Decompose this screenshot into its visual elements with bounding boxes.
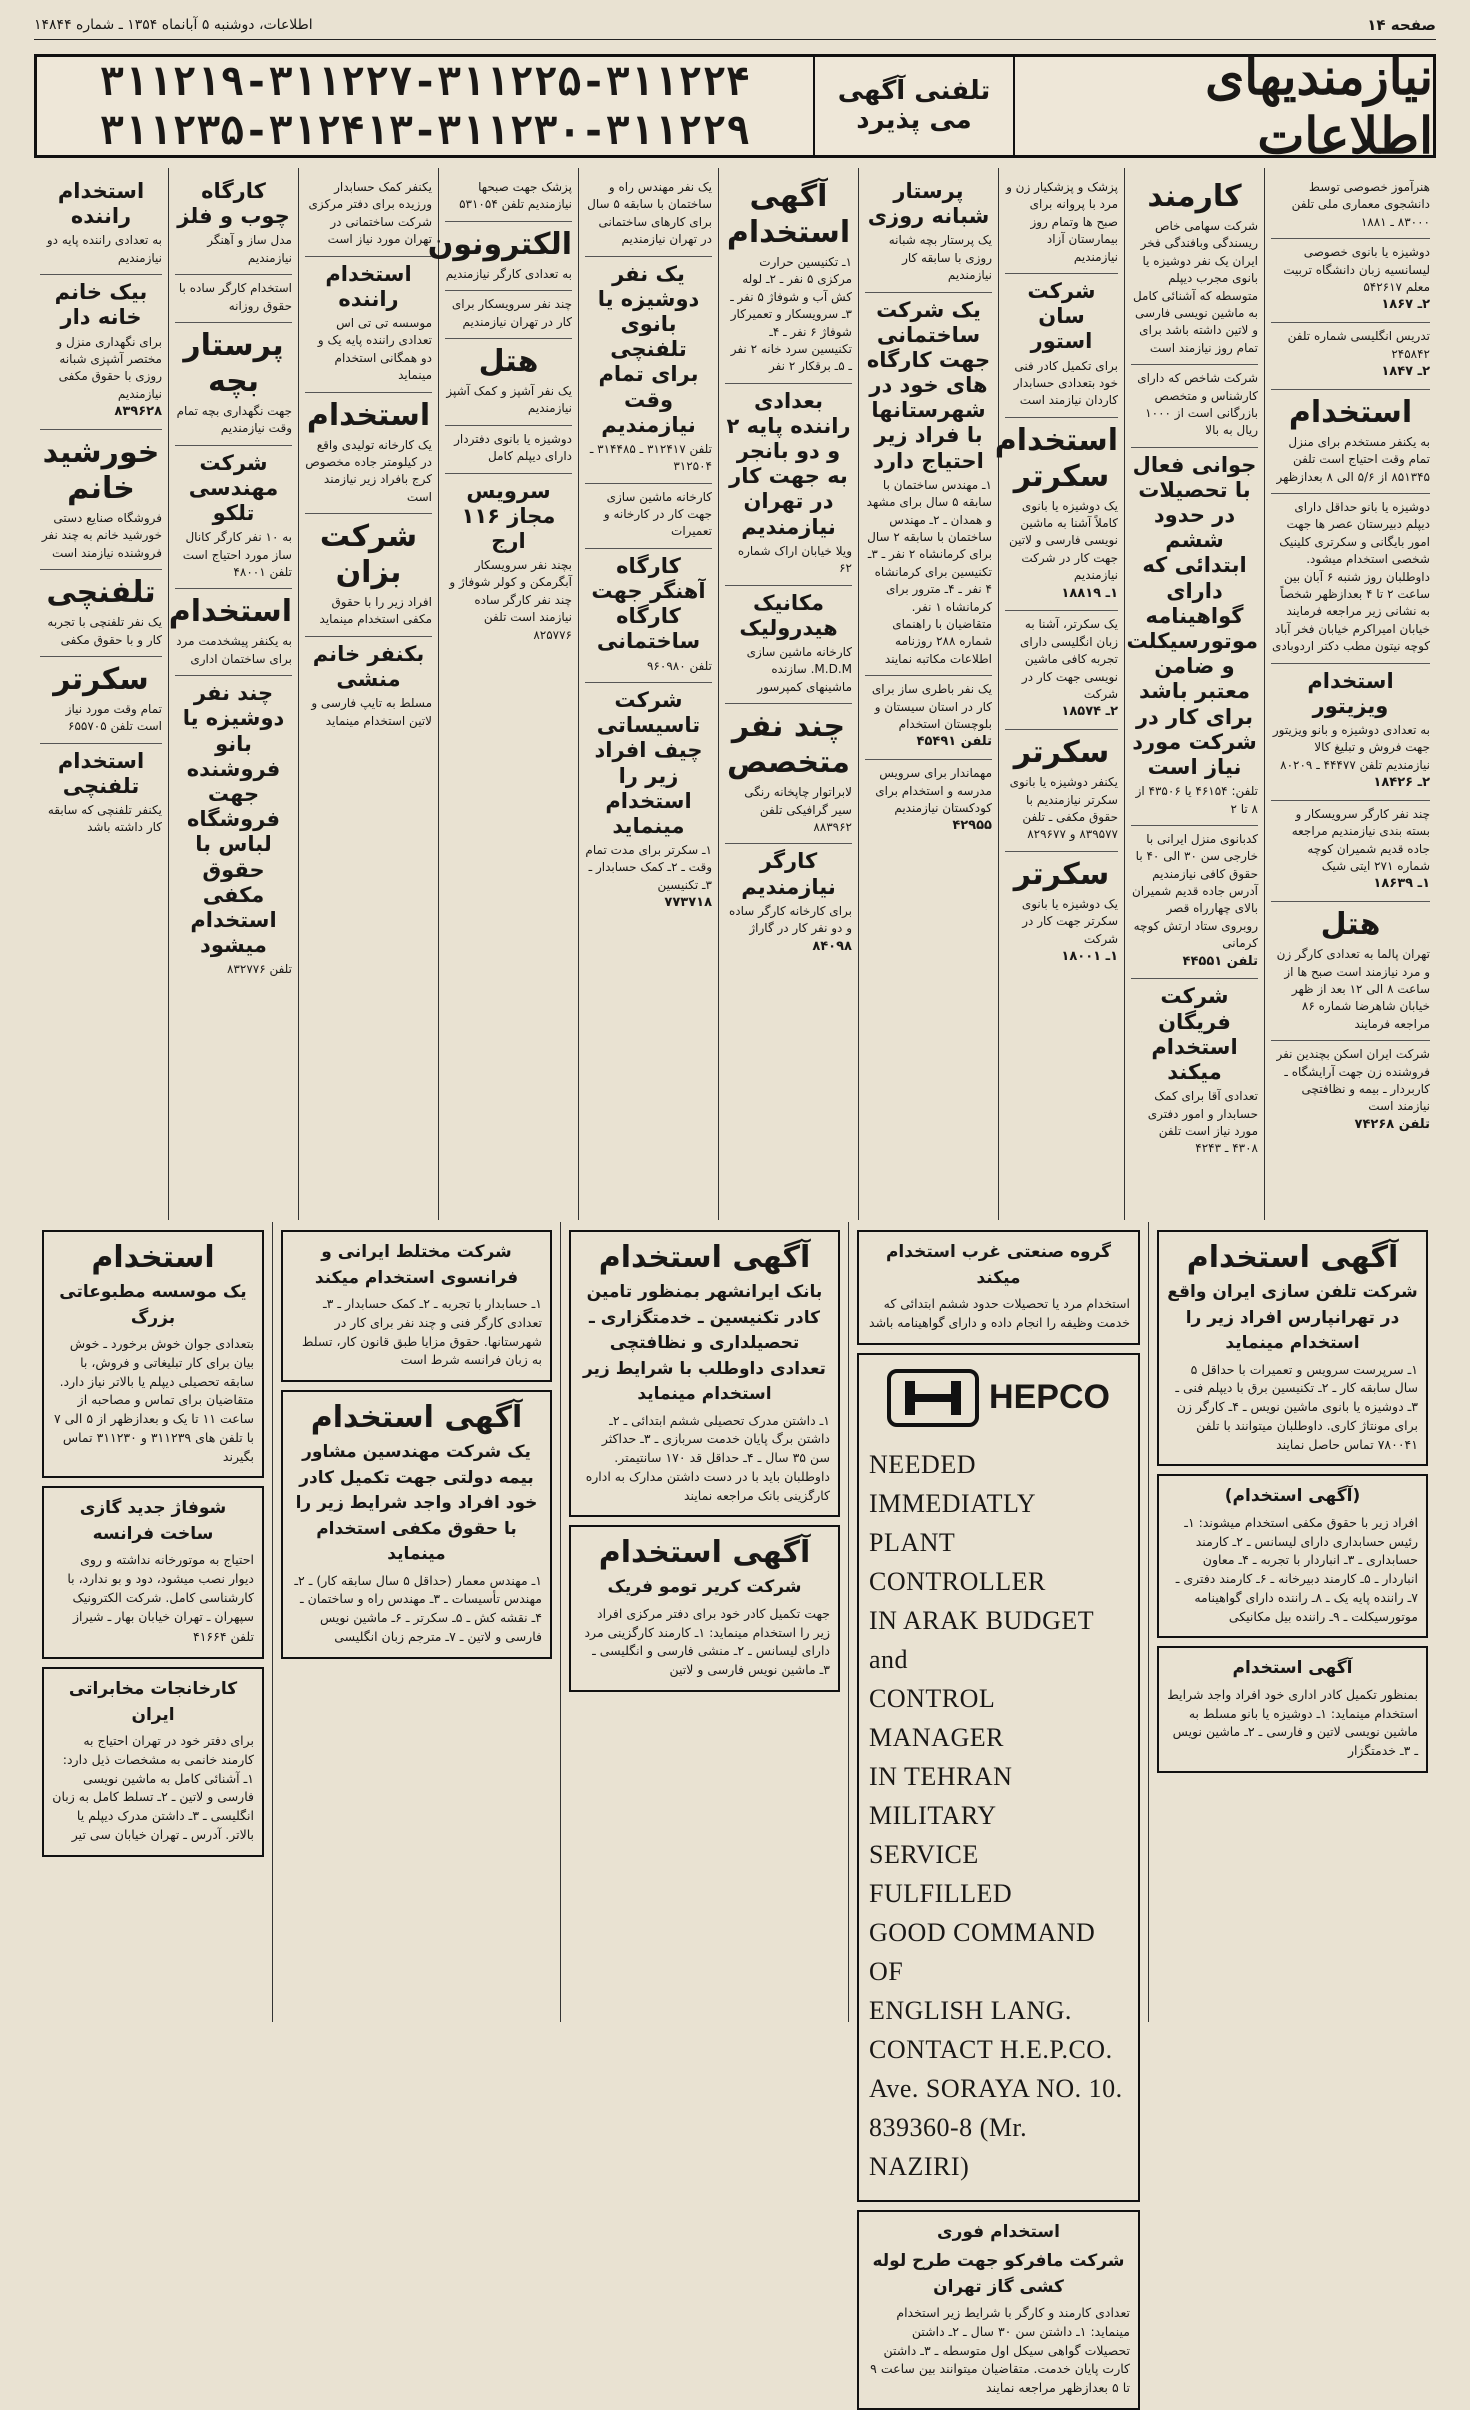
- ad-title: هتل: [478, 343, 539, 379]
- classifieds-banner: [34, 47, 1436, 165]
- ad-body: دوشیزه یا بانوی دفتردار دارای دیپلم کامل: [454, 431, 572, 464]
- ad-title: تلفنچی: [46, 575, 156, 611]
- ad-subtitle: شرکت کریر تومو فریک: [607, 1577, 802, 1598]
- ad-title: سکرتر: [1013, 735, 1110, 771]
- ad-title: سکرتر: [53, 661, 149, 697]
- ad-title: الکترونون: [427, 226, 572, 262]
- ad-phone: تلفن ۴۵۴۹۱: [916, 734, 992, 750]
- ad-body: شرکت سهامی خاص ریسندگی وبافندگی فخر ایران یک نفر دوشیزه یا بانوی مجرب دیپلم متوسطه که آشنائی کامل به ماشین نویسی فارسی و لاتین داشته باشد برای تمام روز نیازمند است: [1132, 219, 1258, 355]
- ad-body: یک نفر تلفنچی با تجربه کار و با حقوق مکفی: [47, 615, 162, 647]
- ad-title: استخدام راننده: [325, 261, 412, 311]
- ad-body: یکنفر تلفنچی که سابقه کار داشته باشد: [47, 803, 162, 835]
- classified-ad: [1131, 174, 1258, 365]
- lower-column-hepco: [848, 1222, 1148, 2395]
- hepco-line: CONTACT H.E.P.CO.: [869, 2034, 1113, 2064]
- classified-ad: [585, 549, 712, 683]
- ad-body: به یکنفر مستخدم برای منزل تمام وقت احتیاج است تلفن ۸۵۱۳۴۵ از ۵/۶ الی ۸ بعدازظهر: [1276, 434, 1430, 484]
- classified-ad: [305, 257, 432, 393]
- ad-title: شرکت مهندسی تلکو: [188, 450, 279, 526]
- ad-body: یک نفر باطری ساز برای کار در استان سیستان و بلوچستان استخدام: [871, 682, 992, 731]
- classified-ad: [865, 174, 992, 293]
- ad-body: مهماندار برای سرویس مدرسه و استخدام برای کودکستان نیازمندیم: [875, 766, 992, 815]
- ad-body: یک دوشیزه یا بانوی کاملاً آشنا به ماشین نویسی فارسی و لاتین جهت کار در شرکت نیازمندیم: [1008, 498, 1118, 583]
- classified-ad: [445, 339, 572, 426]
- ad-body: دوشیزه یا بانو حداقل دارای دیپلم دبیرستان عصر ها جهت امور بایگانی و سکرتری کلینیک شخصی استخدام میشود. داوطلبان روز شنبه ۶ آبان بین ساعت ۲ تا ۴ بعدازظهر شخصاً به نشانی زیر مراجعه فرمایند خیابان امیراکرم خیابان فخر آباد کوچه نیتون مطب دکتر اردوبادی: [1272, 499, 1430, 654]
- classified-ad: [725, 844, 852, 963]
- classified-ad: [1131, 979, 1258, 1164]
- classified-ad: [725, 174, 852, 384]
- hepco-line: SERVICE FULFILLED: [869, 1839, 1013, 1908]
- ad-body: تدریس انگلیسی شماره تلفن ۲۴۵۸۴۲: [1287, 329, 1430, 361]
- classified-ad: [1005, 611, 1118, 730]
- ad-body: ۱ـ داشتن مدرک تحصیلی ششم ابتدائی ـ ۲ـ داشتن برگ پایان خدمت سربازی ـ ۳ـ حداکثر سن ۳۵ سال ـ ۴ـ حداقل قد ۱۷۰ سانتیمتر. داوطلبان باید با در دست داشتن مدارک به اداره کارگزینی بانک مراجعه نمایند: [585, 1412, 830, 1503]
- ad-column: [718, 168, 858, 1220]
- classified-ad: [865, 293, 992, 677]
- ad-phone: تلفن ۴۱۶۶۴: [192, 1629, 254, 1645]
- ad-office-staff: [1157, 1646, 1428, 1773]
- ad-mafrco: [857, 2210, 1140, 2410]
- lower-ads: [34, 1222, 1436, 2395]
- hepco-logo-icon: [887, 1369, 979, 1427]
- ad-body: ۱ـ مهندس معمار (حداقل ۵ سال سابقه کار) ـ ۲ـ مهندس تأسیسات ـ ۳ـ مهندس راه و ساختمان ـ ۴ـ نقشه کش ـ ۵ـ سکرتر ـ ۶ـ ماشین نویس فارسی و لاتین ـ ۷ـ مترجم زبان انگلیسی: [294, 1572, 542, 1644]
- ad-body: برای تکمیل کادر فنی خود بتعدادی حسابدار کاردان نیازمند است: [1013, 358, 1118, 408]
- classified-ad: [725, 704, 852, 844]
- ad-body: یک پرستار بچه شبانه روزی با سابقه کار نیازمندیم: [888, 233, 992, 283]
- ad-title: کارخانجات مخابراتی ایران: [68, 1679, 238, 1725]
- ad-body: شرکت ایران اسکن بچندین نفر فروشنده زن جهت آرایشگاه ـ کاربردار ـ بیمه و نظافتچی نیازمند است: [1276, 1047, 1430, 1114]
- classified-ad: [725, 384, 852, 586]
- lower-column-bank: [560, 1222, 848, 2022]
- classified-ad: [427, 222, 572, 291]
- ad-industrial-group: [857, 1230, 1140, 1345]
- ad-phone: ۲ـ ۱۸۵۷۴: [1061, 704, 1118, 720]
- hepco-line: CONTROL MANAGER: [869, 1683, 1004, 1752]
- ad-body: یک نفر مهندس راه و ساختمان با سابقه ۵ سال برای کارهای ساختمانی در تهران نیازمندیم: [587, 180, 712, 247]
- ad-body: موسسه تی تی اس تعدادی راننده پایه یک و دو همگانی استخدام مینماید: [317, 315, 432, 383]
- classified-ad: [1271, 323, 1430, 390]
- ad-title: بعدادی راننده پایه ۲ و دو بانجر به جهت کار در تهران نیازمندیم: [726, 388, 851, 539]
- ad-subtitle: شرکت مافرکو جهت طرح لوله کشی گاز تهران: [872, 2251, 1125, 2297]
- ad-body: یک نفر آشپز و کمک آشپز نیازمندیم: [446, 383, 572, 416]
- ad-body: بمنظور تکمیل کادر اداری خود افراد واجد شرایط استخدام مینماید: ۱ـ دوشیزه یا بانو مسلط به ماشین نویسی لاتین و فارسی ـ ۲ـ ماشین نویس ـ ۳ـ خدمتگزار: [1167, 1686, 1418, 1758]
- ad-body: یک کارخانه تولیدی واقع در کیلومتر جاده مخصوص کرج بافراد زیر نیازمند است: [305, 437, 432, 504]
- classified-ad: [1271, 1041, 1430, 1141]
- ad-title: آگهی استخدام: [310, 1400, 523, 1435]
- hepco-brand: HEPCO: [989, 1378, 1110, 1416]
- ad-column: [1264, 168, 1436, 1220]
- classified-ad: [994, 418, 1118, 612]
- classified-ad: [1271, 664, 1430, 801]
- hepco-line: Ave. SORAYA NO. 10.: [869, 2073, 1123, 2103]
- ad-telephone-company: [1157, 1230, 1428, 1466]
- issue-line: اطلاعات، دوشنبه ۵ آبانماه ۱۳۵۴ ـ شماره ۱۴۸۴۴: [34, 16, 313, 33]
- ad-title: آگهی استخدام: [598, 1240, 811, 1275]
- banner-phones-line-1: ۳۱۱۲۱۹-۳۱۱۲۲۷-۳۱۱۲۲۵-۳۱۱۲۲۴: [99, 58, 751, 105]
- ad-title: یک نفر دوشیزه یا بانوی تلفنچی برای تمام وقت نیازمندیم: [597, 261, 700, 437]
- ad-body: برای کارخانه کارگر ساده و دو نفر کار در گاراژ: [729, 903, 852, 936]
- ad-subtitle: شرکت تلفن سازی ایران واقع در تهرانپارس افراد زیر را استخدام مینماید: [1167, 1282, 1418, 1353]
- ad-phone: ۸۴۰۹۸: [812, 938, 852, 954]
- ad-phone: ۲ـ ۱۸۴۲۶: [1373, 775, 1430, 791]
- ad-title: آگهی استخدام: [726, 179, 851, 250]
- ad-body: تلفن ۳۱۲۴۱۷ ـ ۳۱۴۴۸۵ ـ ۳۱۲۵۰۴: [589, 441, 712, 474]
- banner-phones: [37, 57, 813, 155]
- ad-telecom-factories: [42, 1667, 264, 1857]
- ad-body: شرکت شاخص که دارای کارشناس و متخصص بازرگانی است از ۱۰۰۰ ریال به بالا: [1137, 371, 1258, 438]
- classified-ad: [40, 744, 162, 844]
- ad-phone: ۱ـ ۱۸۰۰۱: [1061, 949, 1118, 965]
- classified-ad: [40, 430, 162, 570]
- ad-title: پرستار بچه: [183, 327, 284, 399]
- ad-title: شرکت مختلط ایرانی و فرانسوی استخدام میکند: [314, 1242, 519, 1288]
- classified-ad: [1131, 365, 1258, 448]
- hepco-line: GOOD COMMAND OF: [869, 1917, 1096, 1986]
- ad-body: لابراتوار چاپخانه رنگی سیر گرافیکی تلفن ۸۸۳۹۶۲: [744, 785, 852, 834]
- ad-body: تلفن: ۴۶۱۵۴ یا ۴۳۵۰۶ از ۸ تا ۲: [1135, 784, 1258, 816]
- ad-phone: ۱ـ ۱۸۸۱۹: [1061, 585, 1118, 601]
- ad-title: شرکت سان استور: [1027, 278, 1096, 354]
- ad-title: شوفاژ جدید گازی ساخت فرانسه: [79, 1498, 227, 1544]
- ad-subtitle: یک موسسه مطبوعاتی بزرگ: [59, 1282, 247, 1328]
- ad-gas-heater: [42, 1486, 264, 1659]
- ad-column: [1124, 168, 1264, 1220]
- ad-iran-france: [281, 1230, 552, 1382]
- classified-ad: [175, 275, 292, 323]
- classified-ad: [445, 474, 572, 652]
- ad-bank-iranshahr: [569, 1230, 840, 1517]
- ad-title: استخدام راننده: [57, 179, 145, 229]
- ad-title: استخدام: [306, 397, 431, 433]
- classified-ad: [305, 174, 432, 257]
- lower-column-left: [34, 1222, 272, 2022]
- ad-title: جوانی فعال با تحصیلات در حدود ششم ابتدائی که دارای گواهینامه موتورسیکلت و ضامن معتبر باشد برای کار در شرکت مورد نیاز است: [1126, 452, 1258, 779]
- classified-ad: [1005, 730, 1118, 852]
- ad-body: به ۱۰ نفر کارگر کانال ساز مورد احتیاج است تلفن ۴۸۰۰۱: [182, 530, 292, 580]
- hepco-line: ENGLISH LANG.: [869, 1995, 1072, 2025]
- ad-title: شرکت بزان: [319, 519, 418, 591]
- classified-ad: [1271, 801, 1430, 902]
- classified-ad: [1005, 274, 1118, 418]
- ad-title: پرستار شبانه روزی: [867, 179, 990, 229]
- hepco-line: PLANT CONTROLLER: [869, 1527, 1046, 1596]
- ad-title: شرکت تاسیساتی چیف افراد زیر را استخدام مینماید: [594, 687, 703, 838]
- ad-carrier: [569, 1525, 840, 1692]
- ad-column: [427, 168, 578, 1220]
- hepco-line: 839360-8 (Mr. NAZIRI): [869, 2112, 1028, 2181]
- ad-body: به تعدادی دوشیزه و بانو ویزیتور جهت فروش و تبلیغ کالا نیازمندیم تلفن ۴۴۴۷۷ ـ ۸۰۲۰۹: [1272, 722, 1430, 772]
- ad-title: یک شرکت ساختمانی جهت کارگاه های خود در شهرستانها با فراد زیر احتیاج دارد: [866, 297, 991, 473]
- ad-title: استخدام: [91, 1240, 215, 1275]
- classified-ad: [1271, 494, 1430, 664]
- classified-ad: [168, 589, 292, 676]
- ad-phone: ۷۷۳۷۱۸: [664, 895, 712, 911]
- classified-ad: [585, 683, 712, 920]
- banner-title: نیازمندیهای اطلاعات: [1013, 57, 1433, 155]
- classified-ad: [725, 586, 852, 705]
- hepco-line: IN ARAK BUDGET and: [869, 1605, 1094, 1674]
- ad-column: [168, 168, 298, 1220]
- banner-subtitle: تلفنی آگهی می پذیرد: [813, 57, 1013, 155]
- ad-body: چند نفر سرویسکار برای کار در تهران نیازمندیم: [451, 297, 572, 329]
- classified-ad: [445, 174, 572, 222]
- ads-grid: [34, 168, 1436, 1220]
- ad-body: کدبانوی منزل ایرانی با خارجی سن ۳۰ الی ۴۰ با حقوق کافی نیازمندیم آدرس جاده قدیم شمیران بالای چهارراه قصر روبروی ستاد ارتش کوچه کرمانی: [1131, 831, 1258, 951]
- classified-ad: [305, 393, 432, 515]
- ad-title: آگهی استخدام: [1186, 1240, 1399, 1275]
- classified-ad: [585, 174, 712, 257]
- classified-ad: [585, 257, 712, 484]
- ad-body: فروشگاه صنایع دستی خورشید خانم به چند نفر فروشنده نیازمند است: [41, 510, 162, 560]
- lower-column-mixed: [272, 1222, 560, 2022]
- ad-phone: ۴۲۹۵۵: [952, 818, 992, 834]
- classified-ad: [445, 426, 572, 474]
- ad-body: چند نفر کارگر سرویسکار و بسته بندی نیازمندیم مراجعه جاده قدیم شمیران کوچه شماره ۲۷۱ ایتی شیک: [1291, 806, 1430, 874]
- ad-body: یک دوشیزه یا بانوی سکرتر جهت کار در شرکت: [1021, 896, 1118, 946]
- ad-body: هنرآموز خصوصی توسط دانشجوی معماری ملی تلفن ۸۳۰۰۰ ـ ۱۸۸۱: [1291, 180, 1430, 229]
- ad-phone: ۲ـ ۱۸۶۷: [1381, 297, 1430, 313]
- ad-hepco: [857, 1353, 1140, 2202]
- ad-body: به تعدادی کارگر نیازمندیم: [445, 266, 572, 281]
- ad-title: هتل: [1320, 907, 1381, 943]
- hepco-line: NEEDED IMMEDIATLY: [869, 1449, 1037, 1518]
- ad-body: یکنفر کمک حسابدار ورزیده برای دفتر مرکزی شرکت ساختمانی در تهران مورد نیاز است: [308, 180, 432, 247]
- classified-ad: [175, 676, 292, 985]
- ad-title: استخدام تلفنچی: [57, 748, 145, 798]
- ad-phone: تلفن ۴۴۵۵۱: [1182, 953, 1258, 969]
- ad-body: به تعدادی راننده پایه دو نیازمندیم: [46, 233, 162, 265]
- classified-ad: [865, 760, 992, 843]
- ad-publishing-house: [42, 1230, 264, 1478]
- ad-title: (آگهی استخدام): [1224, 1486, 1361, 1507]
- hepco-text: [869, 1445, 1128, 2186]
- ad-subtitle: یک شرکت مهندسین مشاور بیمه دولتی جهت تکمیل کادر خود افراد واجد شرایط زیر را با حقوق مکفی استخدام مینماید: [295, 1442, 538, 1564]
- classified-ad: [1271, 174, 1430, 239]
- ad-body: یک سکرتر، آشنا به زبان انگلیسی دارای تجربه کافی ماشین نویسی جهت کار در شرکت: [1019, 617, 1118, 702]
- ad-column: [34, 168, 168, 1220]
- ad-body: افراد زیر را با حقوق مکفی استخدام مینماید: [319, 595, 432, 627]
- classified-ad: [40, 174, 162, 275]
- ad-title: چند نفر متخصص: [727, 709, 850, 781]
- ad-body: جهت تکمیل کادر خود برای دفتر مرکزی افراد زیر را استخدام مینماید: ۱ـ کارمند کارگزینی مرد دارای لیسانس ـ ۲ـ منشی فارسی و انگلیسی ـ ۳ـ ماشین نویس فارسی و لاتین: [584, 1605, 830, 1677]
- ad-body: تلفن ۸۳۲۷۷۶: [226, 962, 292, 977]
- classified-ad: [1126, 448, 1258, 826]
- ad-title: سرویس مجاز ۱۱۶ ارج: [461, 478, 556, 553]
- ad-body: استخدام کارگر ساده با حقوق روزانه: [178, 281, 292, 313]
- ad-column: [994, 168, 1124, 1220]
- ad-body: تلفن ۹۶۰۹۸۰: [646, 658, 712, 673]
- ad-body: افراد زیر با حقوق مکفی استخدام میشوند: ۱ـ رئیس حسابداری دارای لیسانس ـ ۲ـ کارمند حسابداری ـ ۳ـ انباردار با تجربه ـ ۴ـ معاون انباردار ـ ۵ـ کارمند دبیرخانه ـ ۶ـ کارمند دفتری ـ ۷ـ راننده پایه یک ـ ۸ـ راننده دارای گواهینامه موتورسیکلت ـ ۹ـ راننده بیل مکانیکی: [1175, 1514, 1418, 1624]
- ad-body: برای نگهداری منزل و مختصر آشپزی شبانه روزی با حقوق مکفی نیازمندیم: [56, 334, 162, 401]
- page-number: صفحه ۱۴: [1367, 15, 1436, 34]
- classified-ad: [40, 657, 162, 744]
- ad-title: گروه صنعتی غرب استخدام میکند: [885, 1242, 1112, 1288]
- ad-body: یکنفر دوشیزه یا بانوی سکرتر نیازمندیم با حقوق مکفی ـ تلفن ۸۳۹۵۷۷ و ۸۲۹۶۷۷: [1009, 775, 1118, 842]
- ad-body: به یکنفر پیشخدمت مرد برای ساختمان اداری: [176, 634, 292, 666]
- ad-body: بتعدادی جوان خوش برخورد ـ خوش بیان برای کار تبلیغاتی و فروش، با سابقه تحصیلی دیپلم یا بالاتر نیاز دارد. متقاضیان برای تماس و مصاحبه از ساعت ۱۱ تا یک و بعدازظهر از ۵ الی ۷ با تلفن های ۳۱۱۲۳۹ و ۳۱۱۲۳۰ تماس بگیرند: [53, 1336, 254, 1464]
- ad-phone: ۱ـ ۱۸۶۳۹: [1373, 876, 1430, 892]
- classified-ad: [305, 514, 432, 637]
- ad-title: استخدام ویزیتور: [1307, 668, 1394, 718]
- ad-body: احتیاج به موتورخانه نداشته و روی دیوار نصب میشود، دود و بو ندارد، با کارشناسی کامل. شرکت الکترونیک سپهران ـ تهران خیابان بهار ـ شیراز: [67, 1552, 254, 1624]
- ad-title: کارگاه چوب و فلز: [177, 179, 290, 229]
- ad-title: بیک خانم خانه دار: [54, 280, 148, 330]
- ad-staff-list: [1157, 1474, 1428, 1638]
- ad-column: [858, 168, 998, 1220]
- classified-ad: [1131, 826, 1258, 980]
- ad-body: کارخانه ماشین سازی M.D.M. سازنده ماشینهای کمپرسور: [746, 645, 852, 694]
- ad-title: مکانیک هیدرولیک: [739, 590, 838, 640]
- ad-subtitle: بانک ایرانشهر بمنظور تامین کادر تکنیسین ـ خدمتگزاری ـ تحصیلداری و نظافتچی تعدادی داوطلب با شرایط زیر استخدام مینماید: [583, 1282, 826, 1404]
- classified-ad: [175, 174, 292, 275]
- ad-body: تعدادی کارمند و کارگر با شرایط زیر استخدام مینماید: ۱ـ داشتن سن ۳۰ سال ـ ۲ـ داشتن تحصیلات گواهی سیکل اول متوسطه ـ ۳ـ داشتن کارت پایان خدمت. متقاضیان میتوانند بین ساعت ۹ تا ۵ بعدازظهر مراجعه نمایند: [870, 2305, 1130, 2395]
- ad-phone: ۸۳۹۶۲۸: [114, 404, 162, 420]
- ad-body: ۱ـ مهندس ساختمان با سابقه ۵ سال برای مشهد و همدان ـ ۲ـ مهندس ساختمان با سابقه ۲ سال برای کرمانشاه ۲ نفر ـ ۳ـ تکنیسین برای کرمانشاه ۴ نفر ـ ۴ـ مترور برای کرمانشاه ۱ نفر. متقاضیان با راهنمای شماره ۲۸۸ روزنامه اطلاعات مکاتبه نمایند: [866, 477, 992, 666]
- classified-ad: [1271, 390, 1430, 494]
- page-header: [34, 10, 1436, 40]
- ad-body: پزشک و پزشکیار زن و مرد با پروانه برای صبح ها وتمام روز بیمارستان آزاد نیازمندیم: [1006, 180, 1118, 264]
- classified-ad: [865, 676, 992, 760]
- classified-ad: [585, 484, 712, 549]
- ad-body: تمام وقت مورد نیاز است تلفن ۶۵۵۷۰۵: [65, 701, 162, 734]
- ad-title: استخدام سکرتر: [994, 422, 1118, 494]
- ad-title: استخدام: [168, 594, 292, 630]
- classified-ad: [175, 446, 292, 590]
- ad-body: مسلط به تایپ فارسی و لاتین استخدام مینماید: [311, 696, 432, 728]
- classified-ad: [1271, 902, 1430, 1041]
- hepco-line: IN TEHRAN MILITARY: [869, 1761, 1013, 1830]
- ad-phone: تلفن ۷۴۲۶۸: [1354, 1116, 1430, 1132]
- lower-column-right: [1148, 1222, 1436, 2022]
- ad-consulting-engineers: [281, 1390, 552, 1659]
- ad-body: بچند نفر سرویسکار آبگرمکن و کولر شوفاژ و چند نفر کارگر ساده نیازمند است تلفن ۸۲۵۷۷۶: [449, 558, 572, 642]
- classified-ad: [305, 637, 432, 737]
- classified-ad: [175, 323, 292, 446]
- ad-title: استخدام فوری: [937, 2221, 1060, 2242]
- ad-title: استخدام: [1288, 394, 1413, 430]
- ad-title: آگهی استخدام: [598, 1535, 811, 1571]
- ad-body: جهت نگهداری بچه تمام وقت نیازمندیم: [176, 403, 292, 436]
- ad-title: خورشید خانم: [42, 434, 160, 506]
- classified-ad: [40, 570, 162, 657]
- ad-title: کارمند: [1147, 179, 1242, 214]
- ad-body: ۱ـ سرپرست سرویس و تعمیرات با حداقل ۵ سال سابقه کار ـ ۲ـ تکنیسین برق با دیپلم فنی ـ ۳ـ دوشیزه یا بانوی ماشین نویس ـ ۴ـ کارگر زن برای مونتاژ کاری. داوطلبان میتوانند با تلفن ۷۸۰۰۴۱ تماس حاصل نمایند: [1175, 1361, 1418, 1452]
- ad-title: کارگاه آهنگر جهت کارگاه ساختمانی: [591, 553, 706, 654]
- ad-body: برای دفتر خود در تهران احتیاج به کارمند خانمی به مشخصات ذیل دارد: ۱ـ آشنائی کامل به ماشین نویسی فارسی و لاتین ـ ۲ـ تسلط کامل به زبان انگلیسی ـ ۳ـ داشتن مدرک دیپلم یا بالاتر. آدرس ـ تهران خیابان سی تیر: [52, 1733, 254, 1842]
- ad-phone: ۲ـ ۱۸۴۷: [1381, 363, 1430, 379]
- ad-title: چند نفر دوشیزه یا بانو فروشنده جهت فروشگاه لباس با حقوق مکفی استخدام میشود: [182, 681, 285, 958]
- classified-ad: [445, 291, 572, 339]
- classified-ad: [1005, 852, 1118, 974]
- ad-body: تعدادی آقا برای کمک حسابدار و امور دفتری مورد نیاز است تلفن ۴۳۰۸ ـ ۴۲۴۳: [1147, 1089, 1258, 1156]
- classified-ad: [1005, 174, 1118, 274]
- ad-body: ۱ـ سکرتر برای مدت تمام وقت ـ ۲ـ کمک حسابدار ـ ۳ـ تکنیسین: [585, 843, 712, 892]
- ad-column: [298, 168, 438, 1220]
- ad-column: [578, 168, 718, 1220]
- banner-phones-line-2: ۳۱۱۲۳۵-۳۱۲۴۱۳-۳۱۱۲۳۰-۳۱۱۲۲۹: [99, 107, 751, 154]
- ad-title: شرکت فریگان استخدام میکند: [1151, 984, 1238, 1085]
- ad-body: ۱ـ حسابدار با تجربه ـ ۲ـ کمک حسابدار ـ ۳ـ تعدادی کارگر فنی و چند نفر برای کار در شهرستانها. حقوق مزایا طبق قانون کار، تسلط به زبان فرانسه شرط است: [301, 1296, 542, 1368]
- ad-body: ویلا خیابان اراک شماره ۶۲: [737, 543, 852, 576]
- ad-body: کارخانه ماشین سازی جهت کار در کارخانه و تعمیرات: [603, 489, 712, 539]
- ad-body: ۱ـ تکنیسین حرارت مرکزی ۵ نفر ـ ۲ـ لوله کش آب و شوفاژ ۵ نفر ـ ۳ـ سرویسکار و تعمیرکار شوفاژ ۶ نفر ـ ۴ـ تکنیسین سرد خانه ۲ نفر ـ ۵ـ برقکار ۲ نفر: [730, 255, 852, 374]
- ad-title: کارگر نیازمندیم: [741, 849, 836, 899]
- ad-title: سکرتر: [1013, 856, 1110, 892]
- ad-body: پزشک جهت صبحها نیازمندیم تلفن ۵۳۱۰۵۴: [459, 180, 572, 212]
- hepco-logo: [869, 1369, 1128, 1427]
- ad-body: استخدام مرد یا تحصیلات حدود ششم ابتدائی که خدمت وظیفه را انجام داده و دارای گواهینامه باشد: [869, 1296, 1130, 1330]
- classified-ad: [1271, 239, 1430, 323]
- ad-body: مدل ساز و آهنگر نیازمندیم: [207, 233, 292, 265]
- ad-title: آگهی استخدام: [1232, 1658, 1353, 1679]
- classified-ad: [40, 275, 162, 430]
- ad-title: بکنفر خانم منشی: [312, 641, 425, 692]
- ad-body: دوشیزه یا بانوی خصوصی لیسانسیه زبان دانشگاه تربیت معلم ۵۴۲۶۱۷: [1283, 245, 1430, 294]
- ad-body: تهران پالما به تعدادی کارگر زن و مرد نیازمند است صبح ها از ساعت ۸ الی ۱۲ بعد از ظهر خیابان شاهرضا شماره ۸۶ مراجعه فرمایند: [1276, 947, 1430, 1031]
